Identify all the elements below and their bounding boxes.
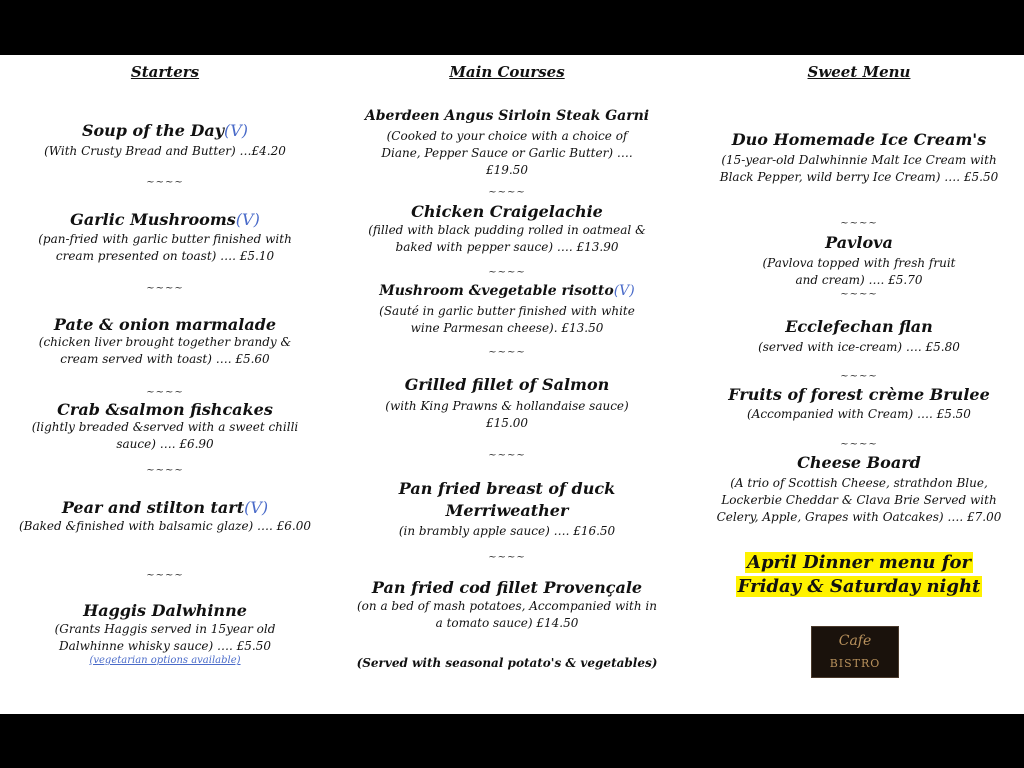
- dish-desc: (pan-fried with garlic butter finished with cream presented on toast) …. £5.10: [38, 232, 292, 263]
- separator: ~~~~: [488, 347, 526, 358]
- dish-desc: (served with ice-cream) …. £5.80: [758, 340, 960, 354]
- separator: ~~~~: [488, 552, 526, 563]
- dish-name: Aberdeen Angus Sirloin Steak Garni: [364, 108, 650, 124]
- dish-desc: (15-year-old Dalwhinnie Malt Ice Cream with Black Pepper, wild berry Ice Cream) …. £5.50: [719, 153, 999, 184]
- separator: ~~~~: [488, 450, 526, 461]
- dish-desc: (Accompanied with Cream) …. £5.50: [747, 407, 971, 421]
- dish-desc: (chicken liver brought together brandy & cream served with toast) …. £5.60: [38, 335, 292, 366]
- dish-desc: (on a bed of mash potatoes, Accompanied with in a tomato sauce) £14.50: [357, 599, 657, 630]
- dish-name: Mushroom &vegetable risotto(V): [379, 283, 635, 299]
- dish-desc: (A trio of Scottish Cheese, strathdon Blue, Lockerbie Cheddar & Clava Brie Served with Celery, Apple, Grapes with Oatcakes) …. £7.00: [716, 476, 1002, 524]
- separator: ~~~~: [840, 289, 878, 300]
- dish-name: Cheese Board: [797, 453, 921, 472]
- dish-desc: (filled with black pudding rolled in oatmeal & baked with pepper sauce) …. £13.90: [368, 223, 646, 254]
- dish-name: Pear and stilton tart(V): [61, 498, 269, 517]
- dish-desc: (with King Prawns & hollandaise sauce) £15.00: [385, 399, 629, 430]
- dish-name: Garlic Mushrooms(V): [70, 210, 260, 229]
- dish-name: Pavlova: [825, 233, 893, 252]
- vegetarian-note: (vegetarian options available): [89, 655, 241, 666]
- dish-name: Fruits of forest crème Brulee: [728, 385, 990, 404]
- dish-name: Soup of the Day(V): [81, 121, 249, 140]
- separator: ~~~~: [146, 177, 184, 188]
- dish-name: Crab &salmon fishcakes: [57, 400, 273, 419]
- separator: ~~~~: [146, 283, 184, 294]
- dish-desc: (Pavlova topped with fresh fruit and cream) …. £5.70: [762, 256, 956, 287]
- separator: ~~~~: [488, 187, 526, 198]
- sweets-title: Sweet Menu: [807, 63, 911, 81]
- logo-text: BISTRO: [829, 657, 881, 670]
- separator: ~~~~: [146, 465, 184, 476]
- separator: ~~~~: [840, 371, 878, 382]
- dish-desc: (Grants Haggis served in 15year old Dalwhinne whisky sauce) …. £5.50: [54, 622, 276, 653]
- separator: ~~~~: [146, 387, 184, 398]
- dish-name: Pate & onion marmalade: [53, 315, 277, 334]
- separator: ~~~~: [146, 570, 184, 581]
- dish-name: Duo Homemade Ice Cream's: [731, 130, 987, 149]
- dish-name: Pan fried cod fillet Provençale: [371, 578, 643, 597]
- promo-line: April Dinner menu for: [747, 552, 971, 573]
- dish-desc: (Baked &finished with balsamic glaze) …. £6.00: [18, 519, 312, 533]
- starters-title: Starters: [130, 63, 200, 81]
- menu-page: [0, 55, 1024, 714]
- dish-desc: (Sauté in garlic butter finished with white wine Parmesan cheese). £13.50: [379, 304, 635, 335]
- dish-name: Chicken Craigelachie: [411, 202, 603, 221]
- dish-name: Pan fried breast of duck Merriweather: [398, 479, 616, 520]
- promo-banner: [694, 551, 1024, 599]
- dish-desc: (Cooked to your choice with a choice of Diane, Pepper Sauce or Garlic Butter) …. £19.50: [381, 129, 633, 177]
- mains-title: Main Courses: [449, 63, 565, 81]
- cafe-bistro-logo: [811, 626, 899, 678]
- dish-desc: (in brambly apple sauce) …. £16.50: [398, 524, 616, 538]
- dish-name: Ecclefechan flan: [785, 317, 933, 336]
- serving-note: (Served with seasonal potato's & vegetables): [356, 656, 658, 670]
- logo-text: Cafe: [838, 633, 872, 649]
- dish-name: Haggis Dalwhinne: [83, 601, 247, 620]
- separator: ~~~~: [840, 218, 878, 229]
- dish-name: Grilled fillet of Salmon: [404, 375, 610, 394]
- promo-line: Friday & Saturday night: [737, 576, 981, 597]
- separator: ~~~~: [488, 267, 526, 278]
- dish-desc: (With Crusty Bread and Butter) …£4.20: [44, 144, 286, 158]
- separator: ~~~~: [840, 439, 878, 450]
- dish-desc: (lightly breaded &served with a sweet chilli sauce) …. £6.90: [31, 420, 299, 451]
